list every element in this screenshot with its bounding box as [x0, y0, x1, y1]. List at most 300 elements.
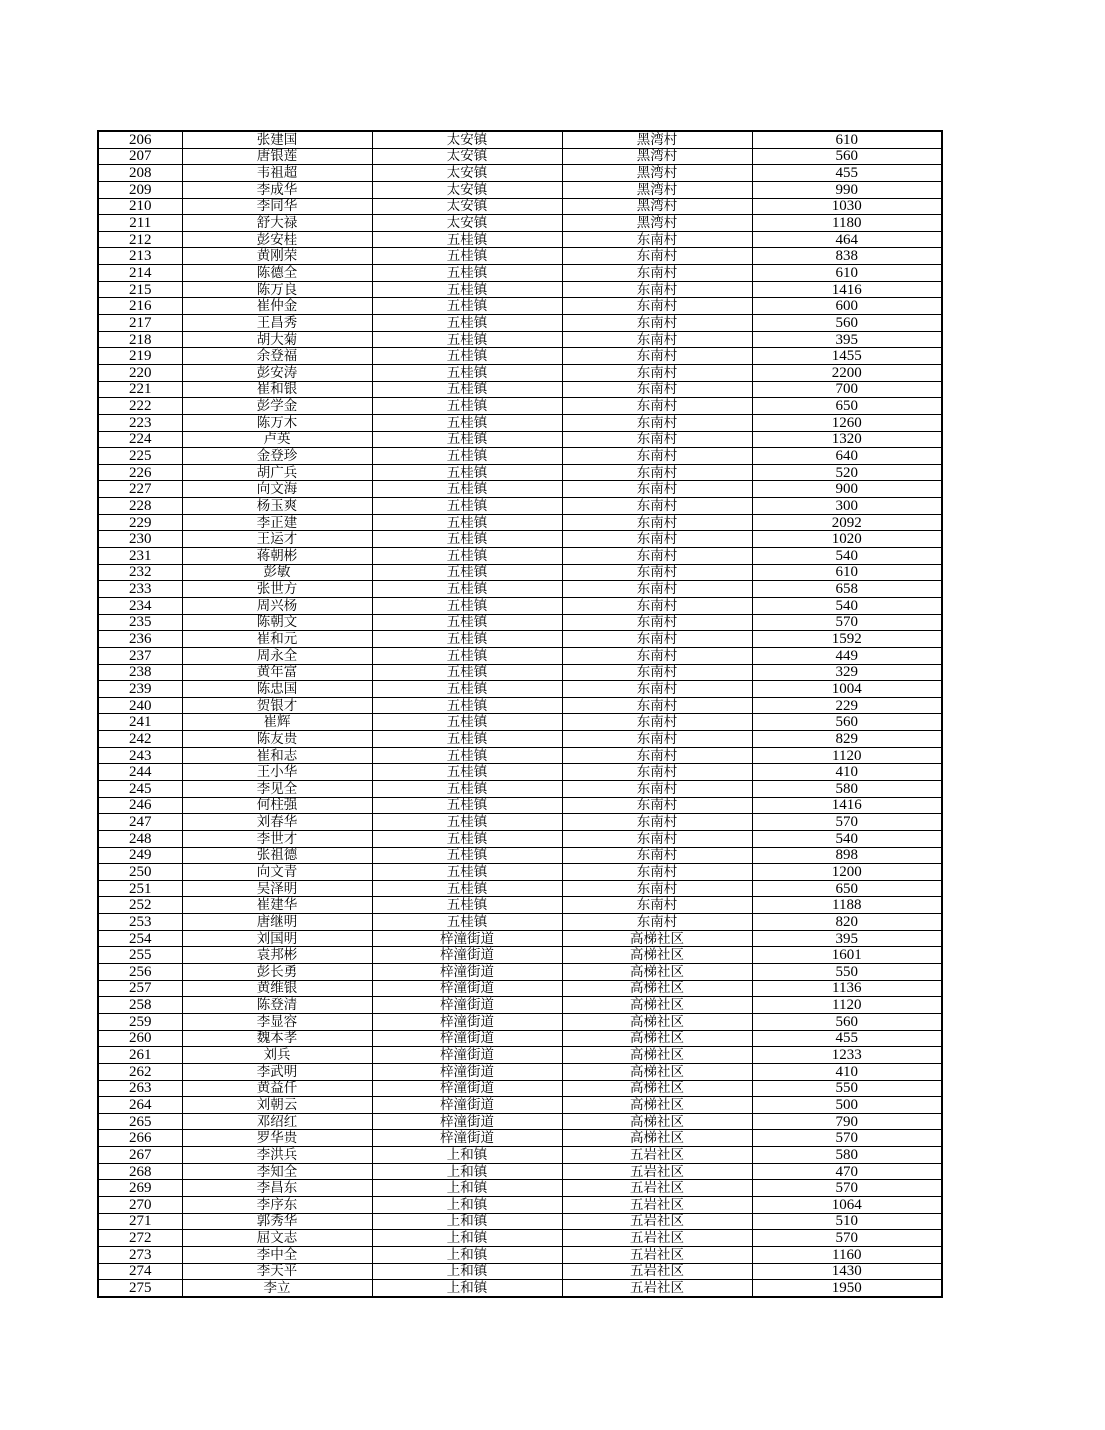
- amount-cell: 550: [752, 964, 942, 981]
- row-number-cell: 243: [98, 747, 182, 764]
- village-cell: 五岩社区: [562, 1197, 752, 1214]
- town-cell: 五桂镇: [372, 714, 562, 731]
- row-number-cell: 249: [98, 847, 182, 864]
- amount-cell: 658: [752, 581, 942, 598]
- village-cell: 东南村: [562, 597, 752, 614]
- village-cell: 东南村: [562, 514, 752, 531]
- table-row: [98, 1063, 942, 1080]
- row-number-cell: 260: [98, 1030, 182, 1047]
- town-cell: 梓潼街道: [372, 947, 562, 964]
- name-cell: 向文海: [182, 481, 372, 498]
- town-cell: 五桂镇: [372, 381, 562, 398]
- village-cell: 东南村: [562, 265, 752, 282]
- row-number-cell: 235: [98, 614, 182, 631]
- row-number-cell: 227: [98, 481, 182, 498]
- amount-cell: 650: [752, 398, 942, 415]
- table-row: [98, 947, 942, 964]
- town-cell: 五桂镇: [372, 231, 562, 248]
- name-cell: 崔和银: [182, 381, 372, 398]
- town-cell: 五桂镇: [372, 631, 562, 648]
- village-cell: 东南村: [562, 764, 752, 781]
- village-cell: 高梯社区: [562, 997, 752, 1014]
- name-cell: 黄刚荣: [182, 248, 372, 265]
- name-cell: 袁邦彬: [182, 947, 372, 964]
- village-cell: 东南村: [562, 248, 752, 265]
- row-number-cell: 259: [98, 1013, 182, 1030]
- table-row: [98, 148, 942, 165]
- town-cell: 五桂镇: [372, 880, 562, 897]
- amount-cell: 610: [752, 131, 942, 148]
- row-number-cell: 232: [98, 564, 182, 581]
- town-cell: 上和镇: [372, 1230, 562, 1247]
- village-cell: 高梯社区: [562, 930, 752, 947]
- name-cell: 黄维银: [182, 980, 372, 997]
- table-row: [98, 764, 942, 781]
- row-number-cell: 233: [98, 581, 182, 598]
- name-cell: 王运才: [182, 531, 372, 548]
- village-cell: 高梯社区: [562, 1013, 752, 1030]
- row-number-cell: 268: [98, 1163, 182, 1180]
- amount-cell: 1260: [752, 414, 942, 431]
- table-body: [98, 131, 942, 1297]
- amount-cell: 570: [752, 1130, 942, 1147]
- name-cell: 陈忠国: [182, 681, 372, 698]
- table-row: [98, 414, 942, 431]
- name-cell: 陈朝文: [182, 614, 372, 631]
- village-cell: 东南村: [562, 364, 752, 381]
- table-row: [98, 298, 942, 315]
- town-cell: 五桂镇: [372, 448, 562, 465]
- town-cell: 五桂镇: [372, 431, 562, 448]
- name-cell: 陈德全: [182, 265, 372, 282]
- village-cell: 东南村: [562, 697, 752, 714]
- amount-cell: 2092: [752, 514, 942, 531]
- amount-cell: 1160: [752, 1246, 942, 1263]
- row-number-cell: 264: [98, 1097, 182, 1114]
- town-cell: 梓潼街道: [372, 930, 562, 947]
- table-row: [98, 265, 942, 282]
- name-cell: 郭秀华: [182, 1213, 372, 1230]
- table-row: [98, 631, 942, 648]
- amount-cell: 1120: [752, 997, 942, 1014]
- town-cell: 梓潼街道: [372, 964, 562, 981]
- table-row: [98, 1180, 942, 1197]
- row-number-cell: 225: [98, 448, 182, 465]
- table-row: [98, 780, 942, 797]
- amount-cell: 455: [752, 1030, 942, 1047]
- row-number-cell: 207: [98, 148, 182, 165]
- town-cell: 五桂镇: [372, 830, 562, 847]
- table-row: [98, 647, 942, 664]
- row-number-cell: 234: [98, 597, 182, 614]
- row-number-cell: 213: [98, 248, 182, 265]
- amount-cell: 1136: [752, 980, 942, 997]
- amount-cell: 1320: [752, 431, 942, 448]
- name-cell: 屈文志: [182, 1230, 372, 1247]
- name-cell: 周兴杨: [182, 597, 372, 614]
- town-cell: 五桂镇: [372, 814, 562, 831]
- row-number-cell: 270: [98, 1197, 182, 1214]
- town-cell: 梓潼街道: [372, 1113, 562, 1130]
- table-row: [98, 348, 942, 365]
- table-row: [98, 181, 942, 198]
- table-row: [98, 1113, 942, 1130]
- name-cell: 崔辉: [182, 714, 372, 731]
- town-cell: 五桂镇: [372, 331, 562, 348]
- amount-cell: 1416: [752, 281, 942, 298]
- village-cell: 东南村: [562, 448, 752, 465]
- amount-cell: 790: [752, 1113, 942, 1130]
- village-cell: 高梯社区: [562, 1047, 752, 1064]
- town-cell: 五桂镇: [372, 747, 562, 764]
- town-cell: 梓潼街道: [372, 1080, 562, 1097]
- amount-cell: 500: [752, 1097, 942, 1114]
- amount-cell: 455: [752, 165, 942, 182]
- village-cell: 东南村: [562, 714, 752, 731]
- row-number-cell: 248: [98, 830, 182, 847]
- amount-cell: 898: [752, 847, 942, 864]
- table-row: [98, 714, 942, 731]
- row-number-cell: 271: [98, 1213, 182, 1230]
- row-number-cell: 273: [98, 1246, 182, 1263]
- amount-cell: 395: [752, 331, 942, 348]
- name-cell: 陈友贵: [182, 731, 372, 748]
- town-cell: 梓潼街道: [372, 1047, 562, 1064]
- village-cell: 东南村: [562, 747, 752, 764]
- amount-cell: 540: [752, 597, 942, 614]
- amount-cell: 410: [752, 1063, 942, 1080]
- town-cell: 上和镇: [372, 1163, 562, 1180]
- village-cell: 高梯社区: [562, 980, 752, 997]
- name-cell: 何柱强: [182, 797, 372, 814]
- village-cell: 东南村: [562, 880, 752, 897]
- table-row: [98, 1197, 942, 1214]
- name-cell: 黄益仟: [182, 1080, 372, 1097]
- table-row: [98, 514, 942, 531]
- row-number-cell: 206: [98, 131, 182, 148]
- amount-cell: 470: [752, 1163, 942, 1180]
- row-number-cell: 272: [98, 1230, 182, 1247]
- amount-cell: 329: [752, 664, 942, 681]
- name-cell: 刘国明: [182, 930, 372, 947]
- table-row: [98, 1130, 942, 1147]
- name-cell: 李正建: [182, 514, 372, 531]
- table-row: [98, 731, 942, 748]
- table-row: [98, 564, 942, 581]
- amount-cell: 464: [752, 231, 942, 248]
- table-row: [98, 980, 942, 997]
- row-number-cell: 258: [98, 997, 182, 1014]
- row-number-cell: 226: [98, 464, 182, 481]
- amount-cell: 560: [752, 148, 942, 165]
- village-cell: 高梯社区: [562, 1113, 752, 1130]
- town-cell: 五桂镇: [372, 548, 562, 565]
- name-cell: 崔和元: [182, 631, 372, 648]
- village-cell: 东南村: [562, 864, 752, 881]
- name-cell: 金登珍: [182, 448, 372, 465]
- town-cell: 五桂镇: [372, 614, 562, 631]
- table-row: [98, 897, 942, 914]
- amount-cell: 700: [752, 381, 942, 398]
- name-cell: 张祖德: [182, 847, 372, 864]
- town-cell: 梓潼街道: [372, 1097, 562, 1114]
- name-cell: 彭长勇: [182, 964, 372, 981]
- row-number-cell: 212: [98, 231, 182, 248]
- table-row: [98, 1280, 942, 1297]
- town-cell: 五桂镇: [372, 298, 562, 315]
- town-cell: 五桂镇: [372, 681, 562, 698]
- row-number-cell: 275: [98, 1280, 182, 1297]
- town-cell: 上和镇: [372, 1213, 562, 1230]
- village-cell: 高梯社区: [562, 1080, 752, 1097]
- row-number-cell: 240: [98, 697, 182, 714]
- amount-cell: 1188: [752, 897, 942, 914]
- row-number-cell: 220: [98, 364, 182, 381]
- row-number-cell: 262: [98, 1063, 182, 1080]
- table-row: [98, 1230, 942, 1247]
- amount-cell: 640: [752, 448, 942, 465]
- village-cell: 五岩社区: [562, 1246, 752, 1263]
- village-cell: 高梯社区: [562, 947, 752, 964]
- town-cell: 五桂镇: [372, 897, 562, 914]
- name-cell: 崔和志: [182, 747, 372, 764]
- table-row: [98, 231, 942, 248]
- name-cell: 张世方: [182, 581, 372, 598]
- town-cell: 五桂镇: [372, 531, 562, 548]
- table-row: [98, 1263, 942, 1280]
- village-cell: 黑湾村: [562, 181, 752, 198]
- village-cell: 东南村: [562, 298, 752, 315]
- row-number-cell: 242: [98, 731, 182, 748]
- town-cell: 五桂镇: [372, 780, 562, 797]
- row-number-cell: 265: [98, 1113, 182, 1130]
- row-number-cell: 247: [98, 814, 182, 831]
- village-cell: 东南村: [562, 548, 752, 565]
- name-cell: 胡大菊: [182, 331, 372, 348]
- village-cell: 黑湾村: [562, 215, 752, 232]
- row-number-cell: 208: [98, 165, 182, 182]
- amount-cell: 829: [752, 731, 942, 748]
- town-cell: 五桂镇: [372, 664, 562, 681]
- table-row: [98, 381, 942, 398]
- village-cell: 黑湾村: [562, 198, 752, 215]
- amount-cell: 570: [752, 1180, 942, 1197]
- town-cell: 五桂镇: [372, 315, 562, 332]
- name-cell: 杨玉爽: [182, 498, 372, 515]
- town-cell: 太安镇: [372, 198, 562, 215]
- amount-cell: 449: [752, 647, 942, 664]
- row-number-cell: 224: [98, 431, 182, 448]
- name-cell: 陈万木: [182, 414, 372, 431]
- amount-cell: 560: [752, 714, 942, 731]
- table-row: [98, 797, 942, 814]
- name-cell: 李立: [182, 1280, 372, 1297]
- name-cell: 罗华贵: [182, 1130, 372, 1147]
- amount-cell: 2200: [752, 364, 942, 381]
- row-number-cell: 263: [98, 1080, 182, 1097]
- amount-cell: 1004: [752, 681, 942, 698]
- table-row: [98, 1147, 942, 1164]
- row-number-cell: 222: [98, 398, 182, 415]
- town-cell: 上和镇: [372, 1246, 562, 1263]
- name-cell: 邓绍红: [182, 1113, 372, 1130]
- row-number-cell: 256: [98, 964, 182, 981]
- table-row: [98, 814, 942, 831]
- table-row: [98, 215, 942, 232]
- name-cell: 李武明: [182, 1063, 372, 1080]
- town-cell: 上和镇: [372, 1147, 562, 1164]
- amount-cell: 520: [752, 464, 942, 481]
- table-row: [98, 1013, 942, 1030]
- name-cell: 卢英: [182, 431, 372, 448]
- amount-cell: 570: [752, 1230, 942, 1247]
- amount-cell: 570: [752, 614, 942, 631]
- town-cell: 五桂镇: [372, 514, 562, 531]
- row-number-cell: 238: [98, 664, 182, 681]
- village-cell: 高梯社区: [562, 1063, 752, 1080]
- village-cell: 东南村: [562, 331, 752, 348]
- name-cell: 彭敏: [182, 564, 372, 581]
- village-cell: 东南村: [562, 231, 752, 248]
- name-cell: 舒大禄: [182, 215, 372, 232]
- village-cell: 高梯社区: [562, 1097, 752, 1114]
- name-cell: 李昌东: [182, 1180, 372, 1197]
- town-cell: 五桂镇: [372, 597, 562, 614]
- amount-cell: 580: [752, 780, 942, 797]
- name-cell: 刘朝云: [182, 1097, 372, 1114]
- village-cell: 东南村: [562, 664, 752, 681]
- village-cell: 东南村: [562, 531, 752, 548]
- amount-cell: 1200: [752, 864, 942, 881]
- town-cell: 太安镇: [372, 215, 562, 232]
- village-cell: 五岩社区: [562, 1280, 752, 1297]
- data-table: [97, 130, 943, 1298]
- name-cell: 陈登清: [182, 997, 372, 1014]
- table-row: [98, 614, 942, 631]
- name-cell: 彭安桂: [182, 231, 372, 248]
- town-cell: 上和镇: [372, 1263, 562, 1280]
- amount-cell: 610: [752, 265, 942, 282]
- town-cell: 上和镇: [372, 1280, 562, 1297]
- name-cell: 蒋朝彬: [182, 548, 372, 565]
- table-row: [98, 481, 942, 498]
- table-row: [98, 464, 942, 481]
- town-cell: 梓潼街道: [372, 1030, 562, 1047]
- amount-cell: 580: [752, 1147, 942, 1164]
- amount-cell: 229: [752, 697, 942, 714]
- table-row: [98, 165, 942, 182]
- amount-cell: 1430: [752, 1263, 942, 1280]
- row-number-cell: 217: [98, 315, 182, 332]
- town-cell: 五桂镇: [372, 348, 562, 365]
- town-cell: 五桂镇: [372, 697, 562, 714]
- village-cell: 东南村: [562, 498, 752, 515]
- row-number-cell: 231: [98, 548, 182, 565]
- name-cell: 向文青: [182, 864, 372, 881]
- town-cell: 五桂镇: [372, 647, 562, 664]
- village-cell: 五岩社区: [562, 1163, 752, 1180]
- row-number-cell: 209: [98, 181, 182, 198]
- table-row: [98, 997, 942, 1014]
- row-number-cell: 254: [98, 930, 182, 947]
- village-cell: 东南村: [562, 797, 752, 814]
- town-cell: 五桂镇: [372, 797, 562, 814]
- table-row: [98, 1097, 942, 1114]
- town-cell: 五桂镇: [372, 731, 562, 748]
- amount-cell: 990: [752, 181, 942, 198]
- town-cell: 五桂镇: [372, 481, 562, 498]
- row-number-cell: 266: [98, 1130, 182, 1147]
- town-cell: 太安镇: [372, 131, 562, 148]
- village-cell: 东南村: [562, 830, 752, 847]
- table-row: [98, 747, 942, 764]
- table-row: [98, 548, 942, 565]
- town-cell: 五桂镇: [372, 248, 562, 265]
- village-cell: 东南村: [562, 464, 752, 481]
- table-row: [98, 398, 942, 415]
- table-row: [98, 847, 942, 864]
- name-cell: 陈万良: [182, 281, 372, 298]
- amount-cell: 570: [752, 814, 942, 831]
- table-row: [98, 880, 942, 897]
- town-cell: 五桂镇: [372, 414, 562, 431]
- town-cell: 五桂镇: [372, 464, 562, 481]
- table-row: [98, 864, 942, 881]
- name-cell: 李序东: [182, 1197, 372, 1214]
- row-number-cell: 246: [98, 797, 182, 814]
- village-cell: 黑湾村: [562, 148, 752, 165]
- name-cell: 刘兵: [182, 1047, 372, 1064]
- village-cell: 东南村: [562, 847, 752, 864]
- name-cell: 李知全: [182, 1163, 372, 1180]
- table-row: [98, 198, 942, 215]
- amount-cell: 1180: [752, 215, 942, 232]
- name-cell: 贺银才: [182, 697, 372, 714]
- name-cell: 魏本孝: [182, 1030, 372, 1047]
- table-row: [98, 1047, 942, 1064]
- amount-cell: 540: [752, 548, 942, 565]
- village-cell: 东南村: [562, 647, 752, 664]
- amount-cell: 650: [752, 880, 942, 897]
- town-cell: 五桂镇: [372, 564, 562, 581]
- row-number-cell: 250: [98, 864, 182, 881]
- town-cell: 五桂镇: [372, 265, 562, 282]
- table-row: [98, 964, 942, 981]
- name-cell: 李中全: [182, 1246, 372, 1263]
- town-cell: 五桂镇: [372, 364, 562, 381]
- amount-cell: 610: [752, 564, 942, 581]
- village-cell: 东南村: [562, 481, 752, 498]
- village-cell: 东南村: [562, 315, 752, 332]
- row-number-cell: 219: [98, 348, 182, 365]
- name-cell: 彭学金: [182, 398, 372, 415]
- town-cell: 五桂镇: [372, 764, 562, 781]
- town-cell: 五桂镇: [372, 847, 562, 864]
- table-row: [98, 364, 942, 381]
- town-cell: 梓潼街道: [372, 1013, 562, 1030]
- row-number-cell: 215: [98, 281, 182, 298]
- row-number-cell: 229: [98, 514, 182, 531]
- town-cell: 五桂镇: [372, 864, 562, 881]
- amount-cell: 838: [752, 248, 942, 265]
- village-cell: 五岩社区: [562, 1147, 752, 1164]
- village-cell: 高梯社区: [562, 1130, 752, 1147]
- town-cell: 五桂镇: [372, 581, 562, 598]
- row-number-cell: 239: [98, 681, 182, 698]
- name-cell: 李成华: [182, 181, 372, 198]
- amount-cell: 1120: [752, 747, 942, 764]
- table-row: [98, 531, 942, 548]
